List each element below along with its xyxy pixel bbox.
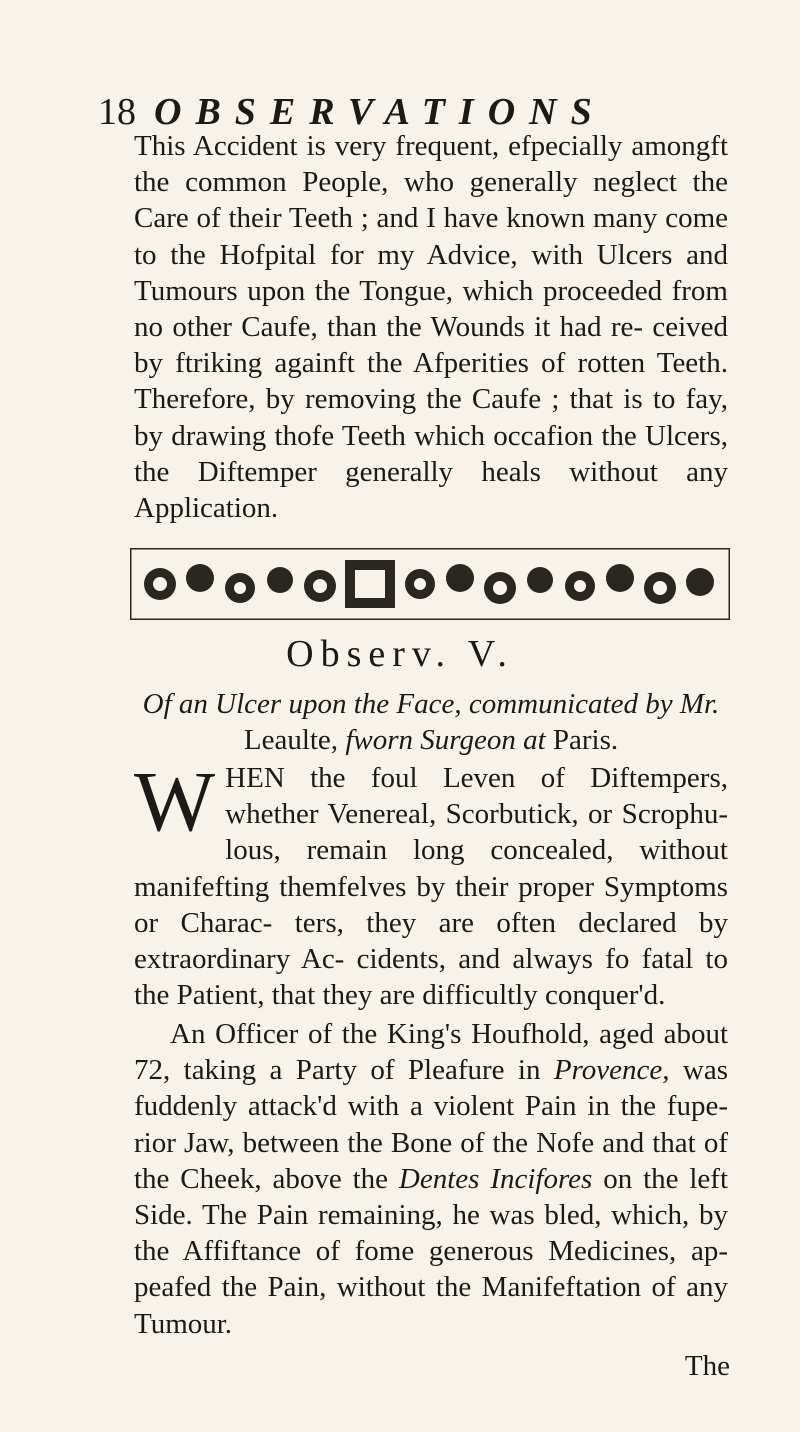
latin-term: Dentes Incifores: [398, 1162, 593, 1195]
paragraph-3: [134, 1016, 728, 1342]
place-name: Provence,: [553, 1054, 670, 1087]
running-header: [98, 92, 678, 132]
paragraph-2: [134, 753, 728, 1013]
paragraph-3-part-3: on the left Side. The Pain remaining, he was bled, which, by the Affiftance of fome generous Medicines, ap- peafed the Pain, without the Manifeftation of any Tumour.: [134, 1162, 729, 1340]
observation-subtitle: [134, 686, 728, 758]
drop-cap: W: [134, 753, 216, 849]
running-head-title: OBSERVATIONS: [154, 91, 606, 133]
subtitle-surgeon-name: Leaulte,: [243, 724, 339, 756]
paragraph-1: This Accident is very frequent, efpecially amongft the common People, who generally neglect the Care of their Teeth ; and I have known many come to the Hofpital for my Advice, with Ulcers and Tumours upon the Tongue, which proceeded from no other Caufe, than the Wounds it had re- ceived by ftriking againft the Afperities of rotten Teeth. Therefore, by removing the Caufe ; that is to fay, by drawing thofe Teeth which occafion the Ulcers, the Diftemper generally heals without any Application.: [134, 130, 728, 525]
observation-title: Observ. V.: [286, 633, 514, 675]
subtitle-italic-2: fworn Surgeon at: [345, 724, 546, 756]
subtitle-city: Paris.: [552, 724, 619, 756]
page-number: 18: [98, 91, 136, 133]
paragraph-3-part-2: was fuddenly attack'd with a violent Pain in the fupe- rior Jaw, between the Bone of the Nofe and that of the Cheek, above the: [134, 1054, 729, 1195]
paragraph-2-text: HEN the foul Leven of Diftempers, whether Venereal, Scorbutick, or Scrophu- lous, remain long concealed, without manifefting themfelves by their proper Symptoms or Charac- ters, they are often declared by extraordinary Ac- cidents, and always fo fatal to the Patient, that they are difficultly conquer'd.: [134, 762, 728, 1012]
subtitle-italic-1: Of an Ulcer upon the Face, communicated by Mr.: [142, 688, 720, 720]
catchword: The: [684, 1350, 730, 1382]
paragraph-3-part-1: An Officer of the King's Houfhold, aged about 72, taking a Party of Pleafure in: [134, 1018, 728, 1087]
printers-ornament: [130, 548, 730, 620]
